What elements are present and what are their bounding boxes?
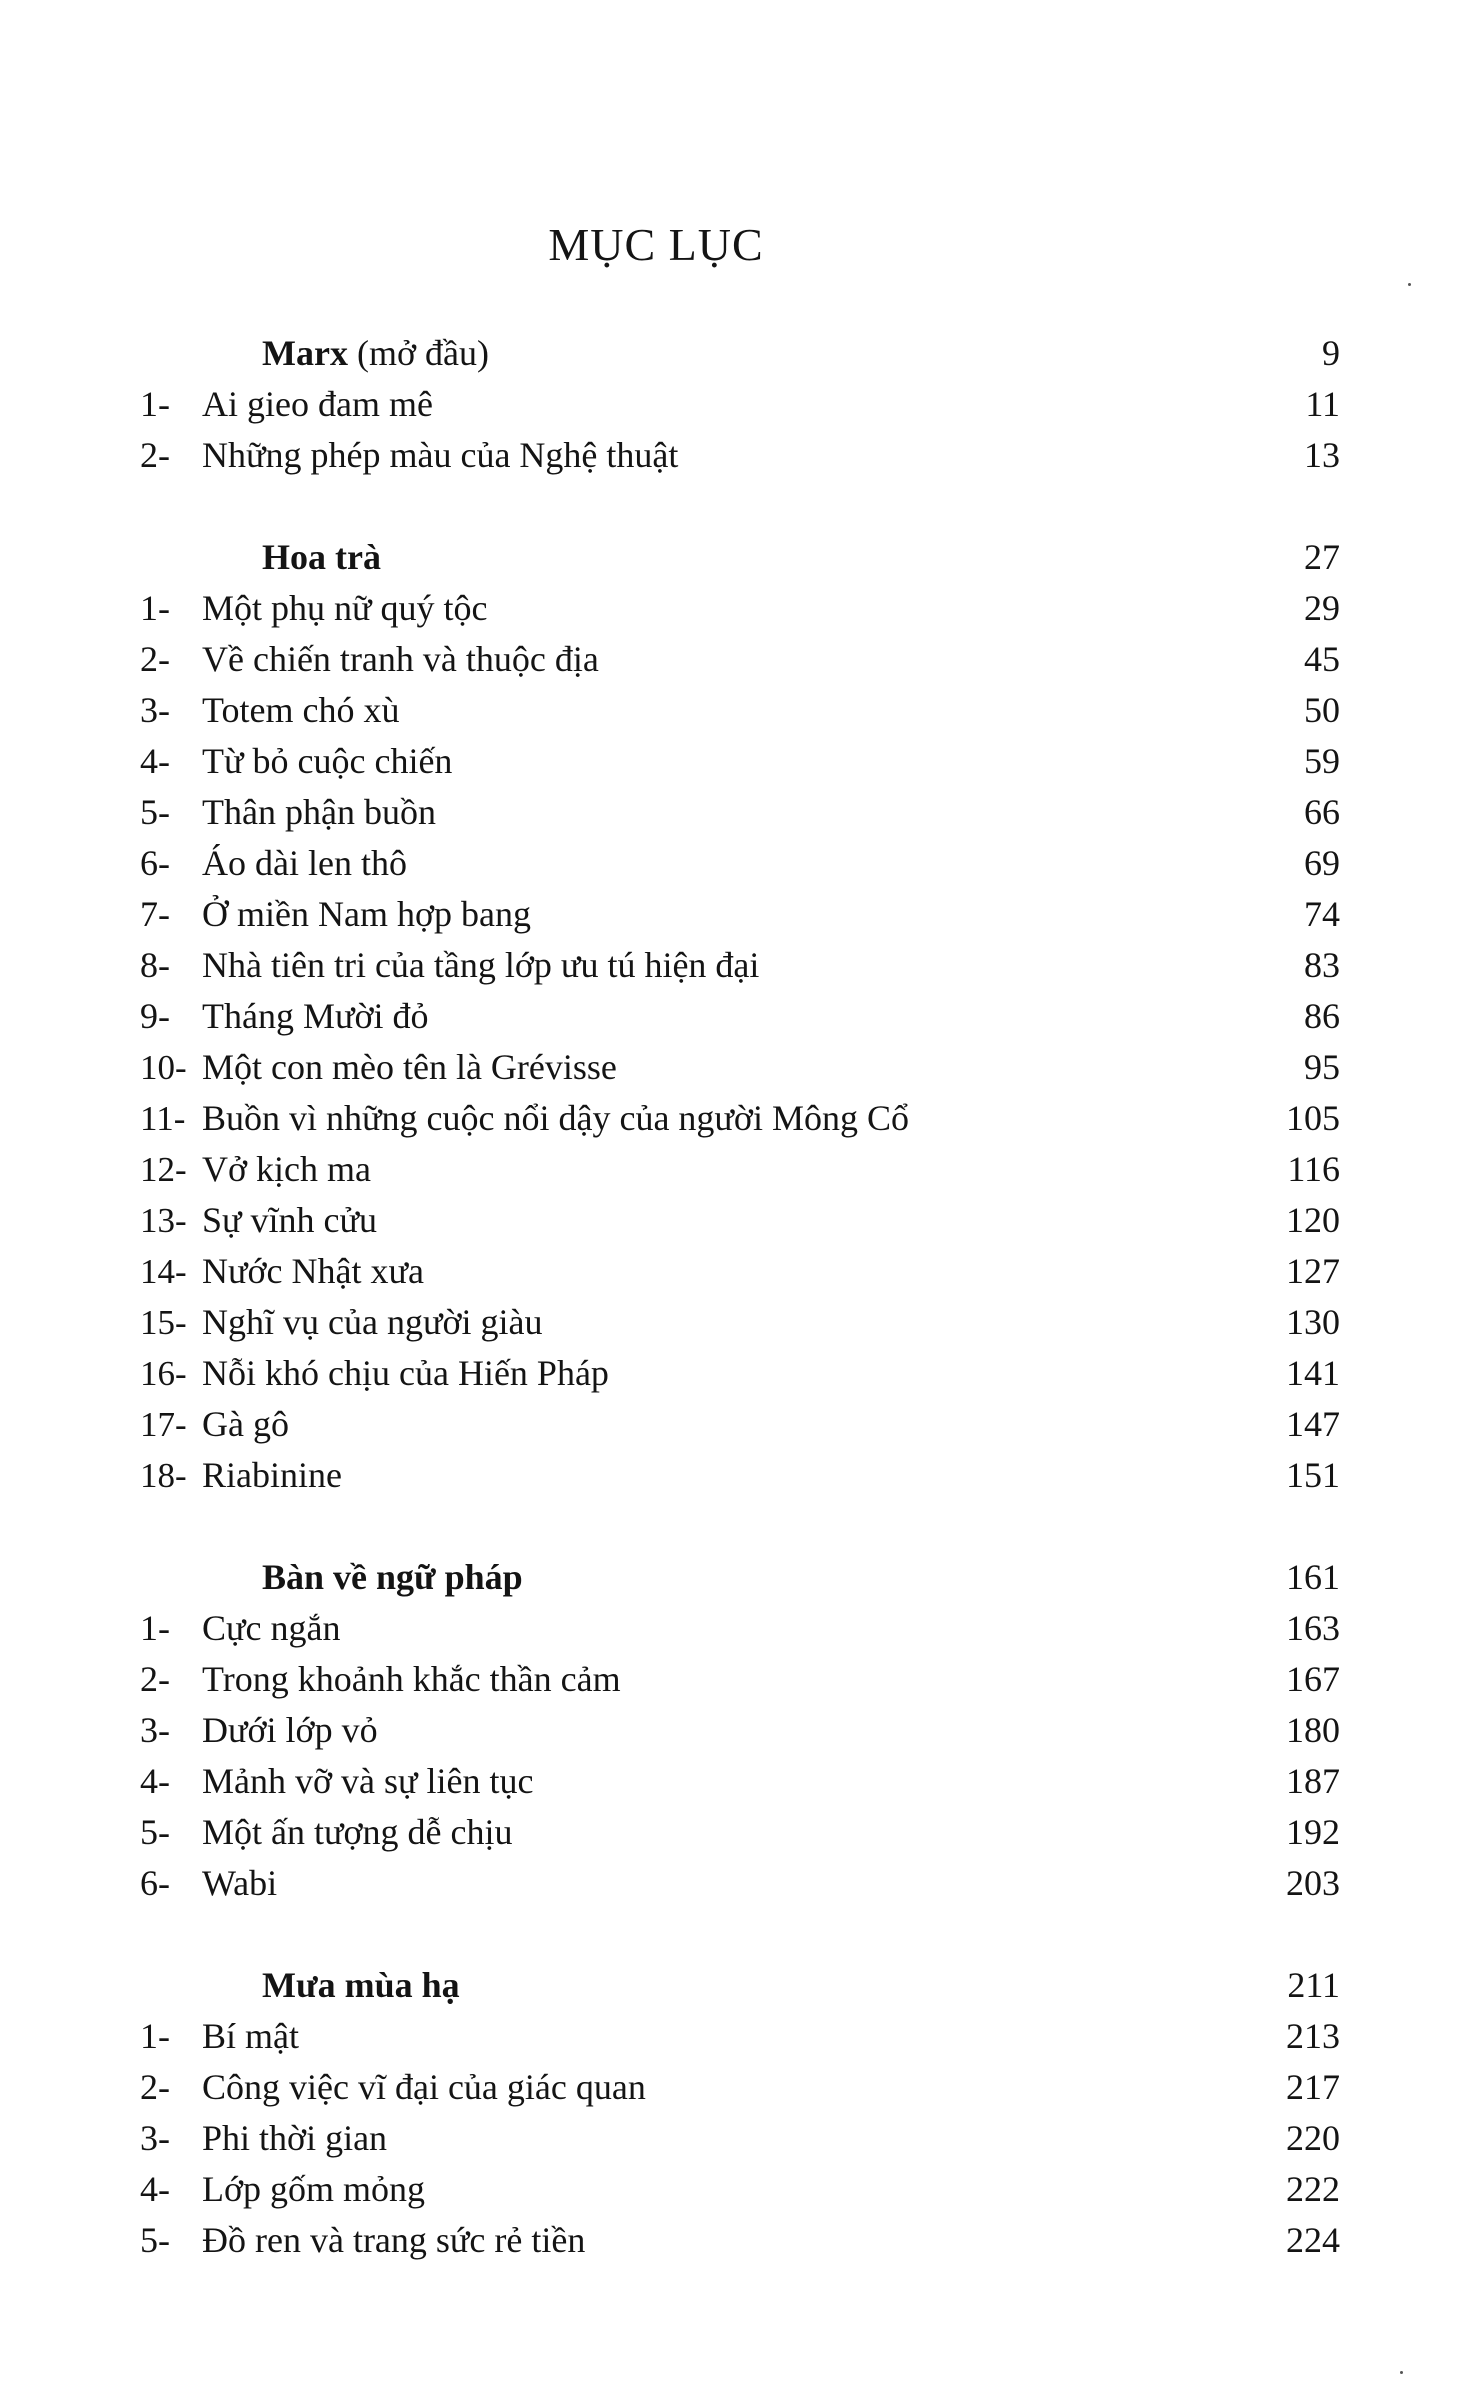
entry-number: 15- [140,1303,187,1342]
page-number: 151 [1286,1455,1340,1495]
toc-section-heading [0,1552,1482,1603]
toc-entry [0,583,1482,634]
toc-entry [0,787,1482,838]
page-number: 50 [1304,690,1340,730]
page-number: 161 [1286,1557,1340,1597]
entry-title: Thân phận buồn [202,792,436,832]
entry-number: 1- [140,588,170,628]
toc-entry [0,685,1482,736]
toc-entry [0,1399,1482,1450]
entry-number: 3- [140,690,170,730]
page-number: 213 [1286,2016,1340,2056]
table-of-contents [0,328,1482,2266]
section-title [262,1552,523,1603]
entry-title: Riabinine [202,1455,342,1495]
page-number: 27 [1304,537,1340,577]
entry-number: 6- [140,1863,170,1903]
entry-number: 6- [140,843,170,883]
toc-entry [0,634,1482,685]
page-number: 86 [1304,996,1340,1036]
page-number: 69 [1304,843,1340,883]
page-number: 120 [1286,1200,1340,1240]
section-title-text: Mưa mùa hạ [262,1965,460,2005]
page-number: 192 [1286,1812,1340,1852]
page-number: 13 [1304,435,1340,475]
entry-number: 2- [140,435,170,475]
entry-title: Đồ ren và trang sức rẻ tiền [202,2220,586,2260]
page-number: 167 [1286,1659,1340,1699]
toc-entry [0,2215,1482,2266]
entry-title: Ai gieo đam mê [202,384,433,424]
entry-number: 18- [140,1456,187,1495]
section-title-text: Bàn về ngữ pháp [262,1557,523,1597]
toc-entry [0,430,1482,481]
entry-title: Vở kịch ma [202,1149,371,1189]
entry-number: 4- [140,2169,170,2209]
entry-title: Nhà tiên tri của tầng lớp ưu tú hiện đại [202,945,760,985]
entry-number: 5- [140,1812,170,1852]
entry-number: 5- [140,2220,170,2260]
entry-title: Phi thời gian [202,2118,388,2158]
toc-entry [0,1705,1482,1756]
toc-entry [0,838,1482,889]
page-number: 187 [1286,1761,1340,1801]
toc-entry [0,1807,1482,1858]
page-number: 83 [1304,945,1340,985]
page-number: 130 [1286,1302,1340,1342]
page-number: 45 [1304,639,1340,679]
entry-number: 10- [140,1048,187,1087]
scan-speck [1408,283,1411,286]
entry-title: Wabi [202,1863,278,1903]
section-title [262,328,489,379]
entry-title: Buồn vì những cuộc nổi dậy của người Mông Cổ [202,1098,909,1138]
entry-number: 11- [140,1099,186,1138]
entry-number: 3- [140,1710,170,1750]
entry-title: Totem chó xù [202,690,400,730]
entry-title: Từ bỏ cuộc chiến [202,741,453,781]
entry-title: Gà gô [202,1404,289,1444]
page-number: 11 [1305,384,1340,424]
entry-title: Tháng Mười đỏ [202,996,429,1036]
toc-entry [0,889,1482,940]
entry-number: 1- [140,2016,170,2056]
entry-title: Về chiến tranh và thuộc địa [202,639,599,679]
entry-title: Nghĩ vụ của người giàu [202,1302,543,1342]
entry-title: Bí mật [202,2016,299,2056]
entry-title: Nỗi khó chịu của Hiến Pháp [202,1353,609,1393]
entry-title: Những phép màu của Nghệ thuật [202,435,679,475]
entry-number: 4- [140,1761,170,1801]
toc-section-heading [0,1960,1482,2011]
entry-number: 2- [140,639,170,679]
entry-number: 17- [140,1405,187,1444]
toc-entry [0,1246,1482,1297]
entry-number: 2- [140,2067,170,2107]
entry-title: Một phụ nữ quý tộc [202,588,488,628]
page-number: 116 [1287,1149,1340,1189]
entry-title: Cực ngắn [202,1608,341,1648]
entry-number: 7- [140,894,170,934]
page-number: 105 [1286,1098,1340,1138]
entry-number: 12- [140,1150,187,1189]
toc-entry [0,1042,1482,1093]
entry-title: Ở miền Nam hợp bang [202,894,531,934]
toc-entry [0,2113,1482,2164]
page-number: 59 [1304,741,1340,781]
toc-section-heading [0,328,1482,379]
page-number: 224 [1286,2220,1340,2260]
entry-number: 8- [140,945,170,985]
entry-number: 2- [140,1659,170,1699]
page-number: 95 [1304,1047,1340,1087]
entry-title: Công việc vĩ đại của giác quan [202,2067,646,2107]
toc-entry [0,2164,1482,2215]
toc-entry [0,736,1482,787]
toc-entry [0,1195,1482,1246]
entry-title: Nước Nhật xưa [202,1251,424,1291]
page-title: MỤC LỤC [548,219,764,270]
entry-title: Một con mèo tên là Grévisse [202,1047,617,1087]
toc-section-heading [0,532,1482,583]
entry-title: Lớp gốm mỏng [202,2169,426,2209]
section-title [262,532,381,583]
toc-entry [0,991,1482,1042]
page-number: 222 [1286,2169,1340,2209]
toc-entry [0,1144,1482,1195]
entry-number: 1- [140,384,170,424]
page-number: 163 [1286,1608,1340,1648]
toc-entry [0,1093,1482,1144]
page-number: 66 [1304,792,1340,832]
toc-entry [0,1603,1482,1654]
entry-number: 5- [140,792,170,832]
toc-entry [0,1858,1482,1909]
page-number: 9 [1322,333,1340,373]
entry-number: 16- [140,1354,187,1393]
page-number: 220 [1286,2118,1340,2158]
toc-entry [0,1756,1482,1807]
page-number: 141 [1286,1353,1340,1393]
toc-entry [0,1348,1482,1399]
toc-entry [0,2011,1482,2062]
page-number: 180 [1286,1710,1340,1750]
toc-entry [0,379,1482,430]
page-number: 127 [1286,1251,1340,1291]
toc-entry [0,1654,1482,1705]
entry-number: 9- [140,996,170,1036]
entry-title: Áo dài len thô [202,843,407,883]
toc-entry [0,1297,1482,1348]
toc-entry [0,1450,1482,1501]
section-title-text: Hoa trà [262,537,381,577]
entry-title: Sự vĩnh cửu [202,1200,378,1240]
entry-title: Mảnh vỡ và sự liên tục [202,1761,534,1801]
section-title [262,1960,460,2011]
entry-number: 3- [140,2118,170,2158]
entry-number: 4- [140,741,170,781]
page-number: 74 [1304,894,1340,934]
entry-title: Dưới lớp vỏ [202,1710,378,1750]
section-title-text: Marx [262,333,348,373]
page-number: 217 [1286,2067,1340,2107]
entry-title: Trong khoảnh khắc thần cảm [202,1659,621,1699]
entry-number: 14- [140,1252,187,1291]
page-number: 29 [1304,588,1340,628]
entry-number: 13- [140,1201,187,1240]
entry-number: 1- [140,1608,170,1648]
entry-title: Một ấn tượng dễ chịu [202,1812,513,1852]
section-title-suffix: (mở đầu) [347,333,489,373]
toc-entry [0,940,1482,991]
page-number: 147 [1286,1404,1340,1444]
page-number: 203 [1286,1863,1340,1903]
page-number: 211 [1287,1965,1340,2005]
scan-speck [1400,2371,1403,2374]
toc-entry [0,2062,1482,2113]
